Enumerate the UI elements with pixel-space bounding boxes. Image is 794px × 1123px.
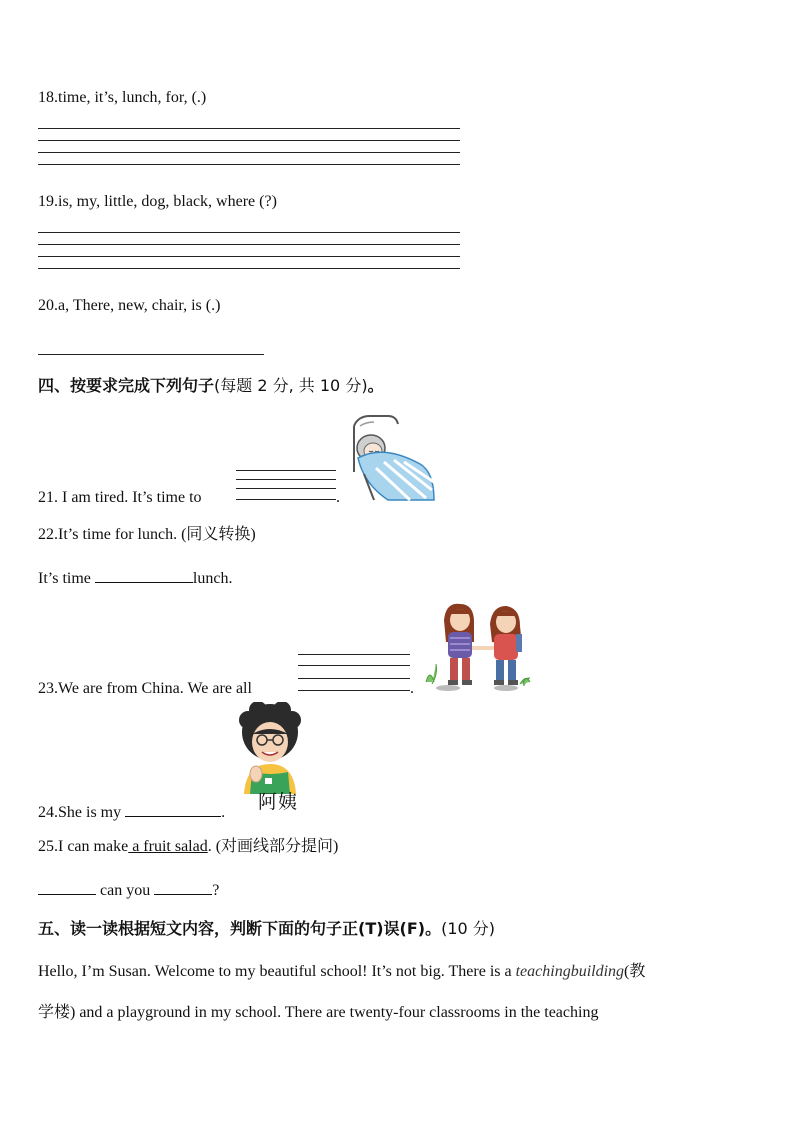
question-18: 18.time, it’s, lunch, for, (.) [38, 89, 207, 106]
passage-line-2: 学楼) and a playground in my school. There are twenty-four classrooms in the teaching [38, 1004, 599, 1021]
question-21-period: . [336, 489, 340, 506]
question-21: 21. I am tired. It’s time to [38, 489, 202, 506]
section-5-heading [38, 919, 495, 939]
two-girls-picture [420, 596, 538, 696]
section-4-score: (每题 2 分, 共 10 分) [214, 376, 368, 395]
section-5-score: (10 分) [441, 919, 496, 938]
blank-25-a[interactable] [38, 878, 96, 895]
question-24-text: 24.She is my [38, 804, 122, 821]
section-5-title: 五、读一读根据短文内容，判断下面的句子正(T)误(F)。 [38, 919, 442, 938]
answer-lines-23[interactable] [298, 654, 410, 694]
answer-22-end: lunch. [192, 570, 233, 587]
section-4-heading [38, 376, 384, 396]
answer-22 [38, 566, 232, 589]
question-24 [38, 800, 225, 823]
passage-line-1 [38, 962, 645, 982]
answer-22-start: It’s time [38, 570, 91, 587]
sleeping-girl-picture [344, 412, 438, 504]
blank-22[interactable] [95, 566, 193, 583]
answer-25-end: ? [212, 882, 220, 899]
question-25-underlined: a fruit salad [128, 838, 208, 855]
answer-line-20[interactable] [38, 354, 264, 355]
answer-25-mid: can you [100, 882, 151, 899]
question-25 [38, 837, 338, 857]
passage-line-1-start: Hello, I’m Susan. Welcome to my beautiful school! It’s not big. There is a [38, 963, 516, 980]
question-19: 19.is, my, little, dog, black, where (?) [38, 193, 277, 210]
question-25-end: . (对画线部分提问) [207, 838, 339, 855]
aunt-picture [234, 702, 306, 794]
question-23-period: . [410, 680, 414, 697]
question-22: 22.It’s time for lunch. (同义转换) [38, 526, 256, 543]
passage-line-1-end: (教 [624, 963, 646, 980]
passage-line-1-italic: teachingbuilding [515, 963, 625, 980]
question-20: 20.a, There, new, chair, is (.) [38, 297, 221, 314]
blank-24[interactable] [125, 800, 221, 817]
section-4-title: 四、按要求完成下列句子 [38, 376, 215, 395]
answer-25 [38, 878, 219, 901]
aunt-label: 阿姨 [258, 791, 299, 813]
answer-lines-21[interactable] [236, 470, 336, 502]
question-24-period: . [221, 804, 226, 821]
question-23: 23.We are from China. We are all [38, 680, 252, 697]
question-25-start: 25.I can make [38, 838, 129, 855]
section-4-end: 。 [367, 376, 384, 395]
blank-25-b[interactable] [154, 878, 212, 895]
